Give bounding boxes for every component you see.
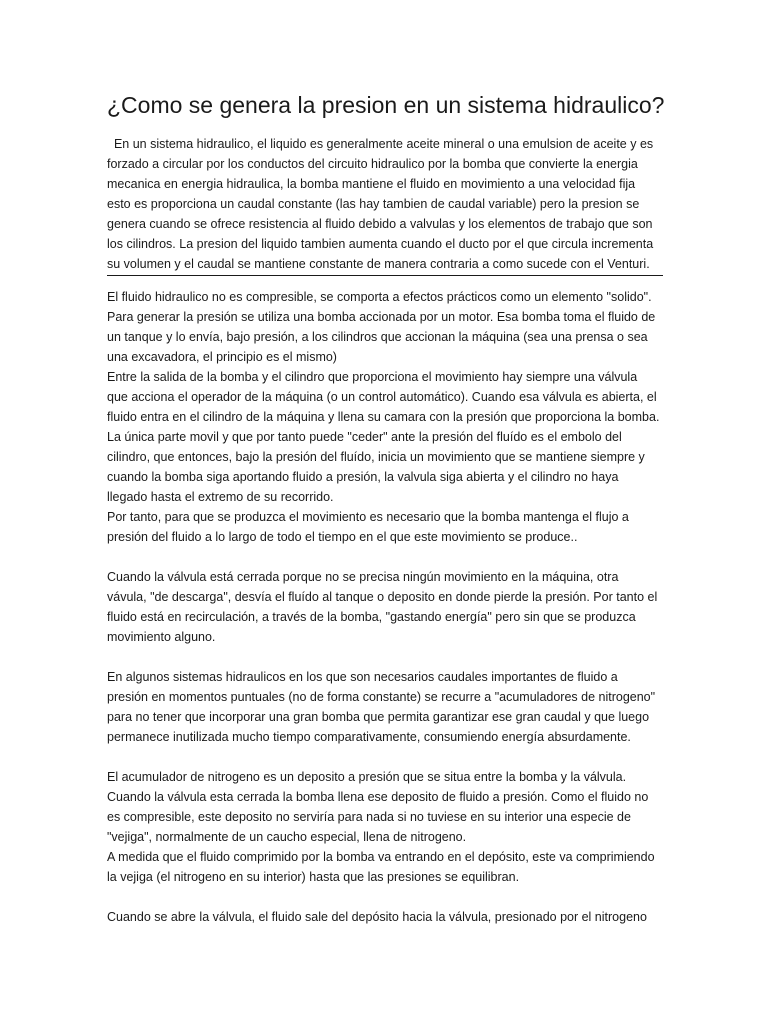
body-line: presión del fluido a lo largo de todo el tiempo en el que este movimiento se produce.. — [107, 530, 578, 544]
body-line: Entre la salida de la bomba y el cilindro que proporciona el movimiento hay siempre una válvula — [107, 370, 638, 384]
body-line: es compresible, este deposito no serviría para nada si no tuviese en su interior una especie de — [107, 810, 631, 824]
body-line: Cuando se abre la válvula, el fluido sale del depósito hacia la válvula, presionado por el nitrogeno — [107, 910, 647, 924]
body-line: A medida que el fluido comprimido por la bomba va entrando en el depósito, este va comprimiendo — [107, 850, 655, 864]
paragraph-spacer — [107, 547, 663, 567]
body-line: para no tener que incorporar una gran bomba que permita garantizar ese gran caudal y que luego — [107, 710, 650, 724]
intro-line: esto es proporciona un caudal constante (las hay tambien de caudal variable) pero la presion se — [107, 197, 640, 211]
body-line: fluido entra en el cilindro de la máquina y llena su camara con la presión que proporciona la bomba. — [107, 410, 660, 424]
body-line: La única parte movil y que por tanto puede "ceder" ante la presión del fluído es el embolo del — [107, 430, 622, 444]
body-line: llegado hasta el extremo de su recorrido. — [107, 490, 334, 504]
body-line: "vejiga", normalmente de un caucho especial, llena de nitrogeno. — [107, 830, 467, 844]
body-line: En algunos sistemas hidraulicos en los que son necesarios caudales importantes de fluido a — [107, 670, 618, 684]
body-line: vávula, "de descarga", desvía el fluído al tanque o deposito en donde pierde la presión. Por tanto el — [107, 590, 658, 604]
paragraph-spacer — [107, 747, 663, 767]
body-line: la vejiga (el nitrogeno en su interior) hasta que las presiones se equilibran. — [107, 870, 520, 884]
body-line: movimiento alguno. — [107, 630, 216, 644]
intro-line: los cilindros. La presion del liquido tambien aumenta cuando el ducto por el que circula incrementa — [107, 237, 654, 251]
body-line: cilindro, que entonces, bajo la presión del fluído, inicia un movimiento que se mantiene siempre y — [107, 450, 645, 464]
body-line: un tanque y lo envía, bajo presión, a los cilindros que accionan la máquina (sea una prensa o sea — [107, 330, 648, 344]
body-line: Por tanto, para que se produzca el movimiento es necesario que la bomba mantenga el flujo a — [107, 510, 629, 524]
body-line: una excavadora, el principio es el mismo) — [107, 350, 337, 364]
body-line: El fluido hidraulico no es compresible, se comporta a efectos prácticos como un elemento "solido". — [107, 290, 652, 304]
body-line: Cuando la válvula esta cerrada la bomba llena ese deposito de fluido a presión. Como el fluido no — [107, 790, 649, 804]
body-line: Cuando la válvula está cerrada porque no se precisa ningún movimiento en la máquina, otra — [107, 570, 619, 584]
paragraph-spacer — [107, 647, 663, 667]
body-line: fluido está en recirculación, a través de la bomba, "gastando energía" pero sin que se produzca — [107, 610, 636, 624]
intro-line: En un sistema hidraulico, el liquido es generalmente aceite mineral o una emulsion de aceite y es — [107, 137, 654, 151]
body-line: Para generar la presión se utiliza una bomba accionada por un motor. Esa bomba toma el fluido de — [107, 310, 656, 324]
intro-line: mecanica en energia hidraulica, la bomba mantiene el fluido en movimiento a una velocidad fija — [107, 177, 636, 191]
intro-line: genera cuando se ofrece resistencia al fluido debido a valvulas y los elementos de trabajo que son — [107, 217, 653, 231]
intro-line: forzado a circular por los conductos del circuito hidraulico por la bomba que convierte la energia — [107, 157, 638, 171]
body-line: cuando la bomba siga aportando fluido a presión, la valvula siga abierta y el cilindro no haya — [107, 470, 619, 484]
body-line: permanece inutilizada mucho tiempo comparativamente, consumiendo energía absurdamente. — [107, 730, 631, 744]
body-text — [107, 287, 663, 927]
body-line: El acumulador de nitrogeno es un deposito a presión que se situa entre la bomba y la válvula. — [107, 770, 627, 784]
intro-paragraph — [107, 134, 663, 276]
intro-line-underlined: su volumen y el caudal se mantiene constante de manera contraria a como sucede con el Venturi. — [107, 254, 663, 276]
body-line: que acciona el operador de la máquina (o un control automático). Cuando esa válvula es abierta, el — [107, 390, 657, 404]
body-line: presión en momentos puntuales (no de forma constante) se recurre a "acumuladores de nitrogeno" — [107, 690, 656, 704]
paragraph-spacer — [107, 887, 663, 907]
page-title: ¿Como se genera la presion en un sistema hidraulico? — [107, 92, 665, 118]
